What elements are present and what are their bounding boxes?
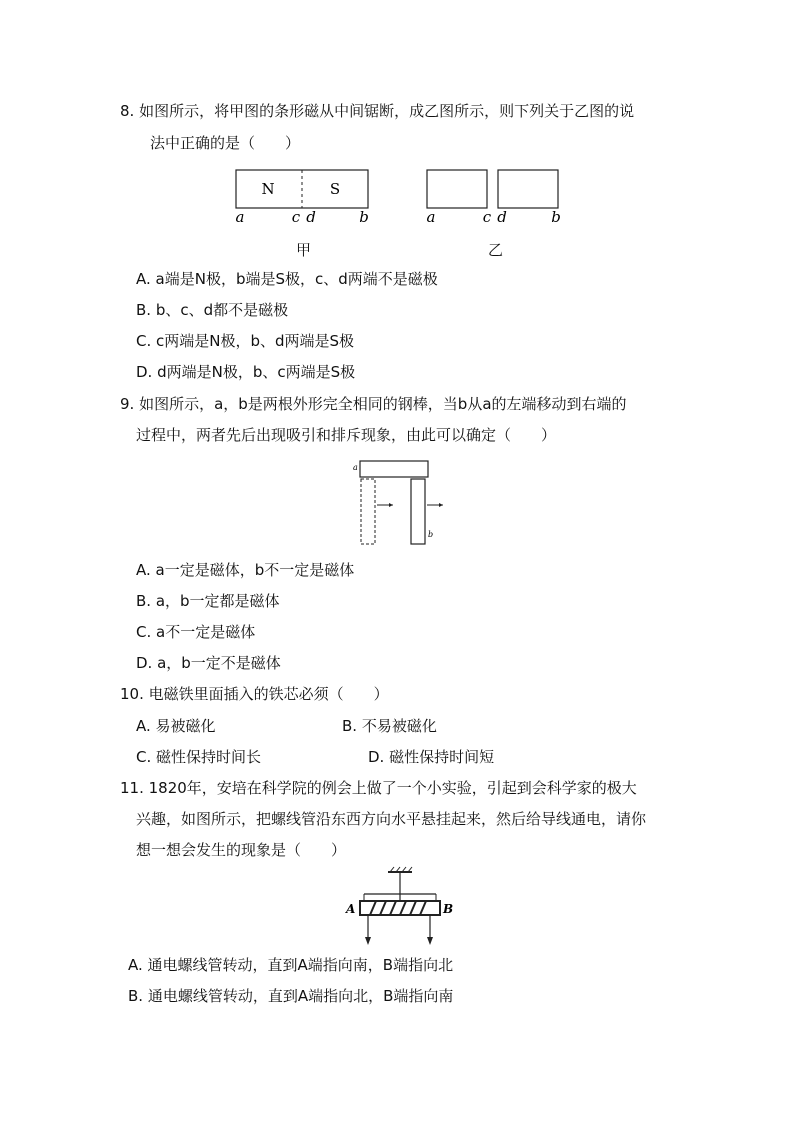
- q8-label-b-left: b: [359, 208, 369, 226]
- q8-label-c-left: c: [291, 208, 301, 226]
- q8-option-b: B. b、c、d都不是磁极: [136, 301, 289, 319]
- q11-label-a: A: [346, 902, 356, 916]
- q8-label-a-left: a: [235, 208, 245, 226]
- q8-label-a-right: a: [426, 208, 436, 226]
- q8-stem-line1: 8. 如图所示，将甲图的条形磁从中间锯断，成乙图所示，则下列关于乙图的说: [120, 102, 635, 120]
- q9-option-d: D. a，b一定不是磁体: [136, 654, 281, 672]
- q8-pole-n: N: [261, 180, 275, 198]
- q9-bar-b: [411, 479, 425, 544]
- q9-bar-a: [360, 461, 428, 477]
- q8-piece-left: [427, 170, 487, 208]
- q11-figure: [340, 866, 460, 948]
- q8-label-c-right: c: [482, 208, 492, 226]
- q9-label-b: b: [428, 530, 434, 539]
- q8-caption-yi: 乙: [488, 241, 504, 259]
- q8-caption-jia: 甲: [296, 241, 312, 259]
- q10-option-a: A. 易被磁化: [136, 717, 216, 735]
- q8-pole-s: S: [329, 180, 341, 198]
- q11-option-a: A. 通电螺线管转动，直到A端指向南，B端指向北: [128, 956, 454, 974]
- q8-label-d-right: d: [497, 208, 507, 226]
- q9-bar-b-dashed: [361, 479, 375, 544]
- q11-stem-line1: 11. 1820年，安培在科学院的例会上做了一个小实验，引起到会科学家的极大: [120, 779, 637, 797]
- q11-stem-line3: 想一想会发生的现象是（ ）: [136, 841, 347, 859]
- q9-option-b: B. a，b一定都是磁体: [136, 592, 280, 610]
- q8-option-a: A. a端是N极，b端是S极，c、d两端不是磁极: [136, 270, 438, 288]
- q8-option-c: C. c两端是N极，b、d两端是S极: [136, 332, 355, 350]
- q11-option-b: B. 通电螺线管转动，直到A端指向北，B端指向南: [128, 987, 454, 1005]
- q8-piece-right: [498, 170, 558, 208]
- q10-option-b: B. 不易被磁化: [342, 717, 437, 735]
- q10-option-c: C. 磁性保持时间长: [136, 748, 262, 766]
- q8-stem-line2: 法中正确的是（ ）: [150, 134, 301, 152]
- q9-option-c: C. a不一定是磁体: [136, 623, 256, 641]
- q8-option-d: D. d两端是N极，b、c两端是S极: [136, 363, 356, 381]
- q11-stem-line2: 兴趣，如图所示，把螺线管沿东西方向水平悬挂起来，然后给导线通电，请你: [136, 810, 647, 828]
- q8-label-d-left: d: [306, 208, 316, 226]
- q8-label-b-right: b: [551, 208, 561, 226]
- q10-stem: 10. 电磁铁里面插入的铁芯必须（ ）: [120, 685, 389, 703]
- q9-stem-line1: 9. 如图所示，a，b是两根外形完全相同的钢棒，当b从a的左端移动到右端的: [120, 395, 627, 413]
- q11-label-b: B: [443, 902, 454, 916]
- q9-figure: [345, 455, 465, 555]
- q10-option-d: D. 磁性保持时间短: [368, 748, 495, 766]
- q9-option-a: A. a一定是磁体，b不一定是磁体: [136, 561, 355, 579]
- q9-label-a: a: [353, 463, 358, 472]
- q9-stem-line2: 过程中，两者先后出现吸引和排斥现象，由此可以确定（ ）: [136, 426, 557, 444]
- q8-figure: [0, 160, 794, 260]
